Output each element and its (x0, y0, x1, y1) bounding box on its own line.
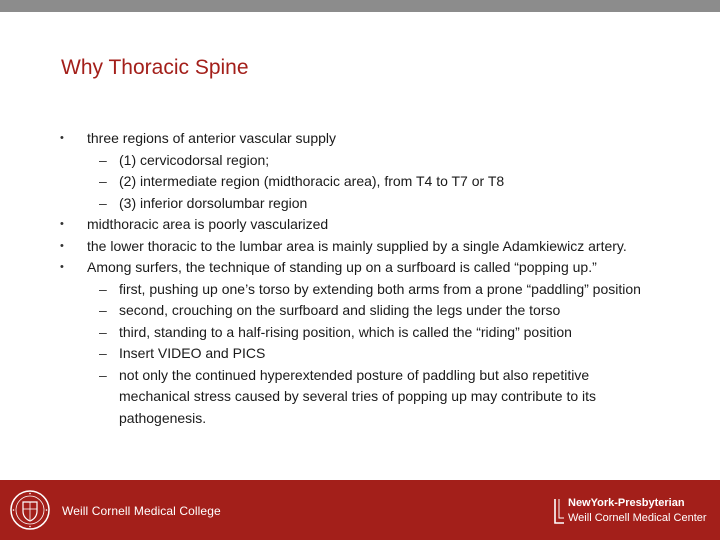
dash-icon (99, 365, 107, 387)
dash-icon (99, 279, 107, 301)
bullet-dot-icon (60, 214, 64, 236)
bullet-item (60, 128, 660, 214)
sub-bullet-text: third, standing to a half-rising position, which is called the “riding” position (119, 323, 572, 340)
sub-bullet-text: first, pushing up one’s torso by extending both arms from a prone “paddling” position (119, 280, 641, 297)
bullet-dot-icon (60, 128, 64, 150)
sub-bullet-item (87, 365, 660, 430)
nyp-bracket-icon (554, 498, 565, 524)
top-bar (0, 0, 720, 12)
dash-icon (99, 171, 107, 193)
slide-title: Why Thoracic Spine (61, 56, 249, 79)
weill-cornell-college-logo-text: Weill Cornell Medical College (62, 504, 221, 518)
bullet-text: midthoracic area is poorly vascularized (87, 216, 329, 232)
bullet-list (60, 128, 660, 429)
sub-bullet-item (87, 300, 660, 322)
nyp-logo-line2: Weill Cornell Medical Center (568, 512, 707, 524)
cornell-seal-icon (10, 490, 50, 530)
sub-bullet-list (87, 279, 660, 430)
bullet-item (60, 214, 660, 236)
sub-bullet-item (87, 193, 660, 215)
sub-bullet-item (87, 150, 660, 172)
sub-bullet-list (87, 150, 660, 215)
nyp-logo-line1: NewYork-Presbyterian (568, 497, 685, 509)
dash-icon (99, 193, 107, 215)
sub-bullet-text: (2) intermediate region (midthoracic area), from T4 to T7 or T8 (119, 173, 505, 189)
dash-icon (99, 322, 107, 344)
dash-icon (99, 343, 107, 365)
bullet-item (60, 236, 660, 258)
sub-bullet-item (87, 322, 660, 344)
bullet-dot-icon (60, 236, 64, 258)
bullet-text: Among surfers, the technique of standing up on a surfboard is called “popping up.” (87, 259, 597, 275)
sub-bullet-text: (3) inferior dorsolumbar region (119, 194, 308, 211)
dash-icon (99, 300, 107, 322)
footer-bar (0, 480, 720, 540)
dash-icon (99, 150, 107, 172)
bullet-text: three regions of anterior vascular supply (87, 130, 337, 146)
sub-bullet-item (87, 343, 660, 365)
bullet-text: the lower thoracic to the lumbar area is mainly supplied by a single Adamkiewicz artery. (87, 237, 627, 254)
sub-bullet-text: Insert VIDEO and PICS (119, 345, 266, 361)
sub-bullet-text: (1) cervicodorsal region; (119, 151, 270, 168)
sub-bullet-item (87, 279, 660, 301)
sub-bullet-text: not only the continued hyperextended posture of paddling but also repetitive mechanical stress caused by several tries of popping up may contribute to its pathogenesis. (119, 366, 597, 426)
bullet-item (60, 257, 660, 429)
nyp-logo (552, 494, 712, 532)
sub-bullet-item (87, 171, 660, 193)
sub-bullet-text: second, crouching on the surfboard and sliding the legs under the torso (119, 302, 561, 318)
bullet-dot-icon (60, 257, 64, 279)
